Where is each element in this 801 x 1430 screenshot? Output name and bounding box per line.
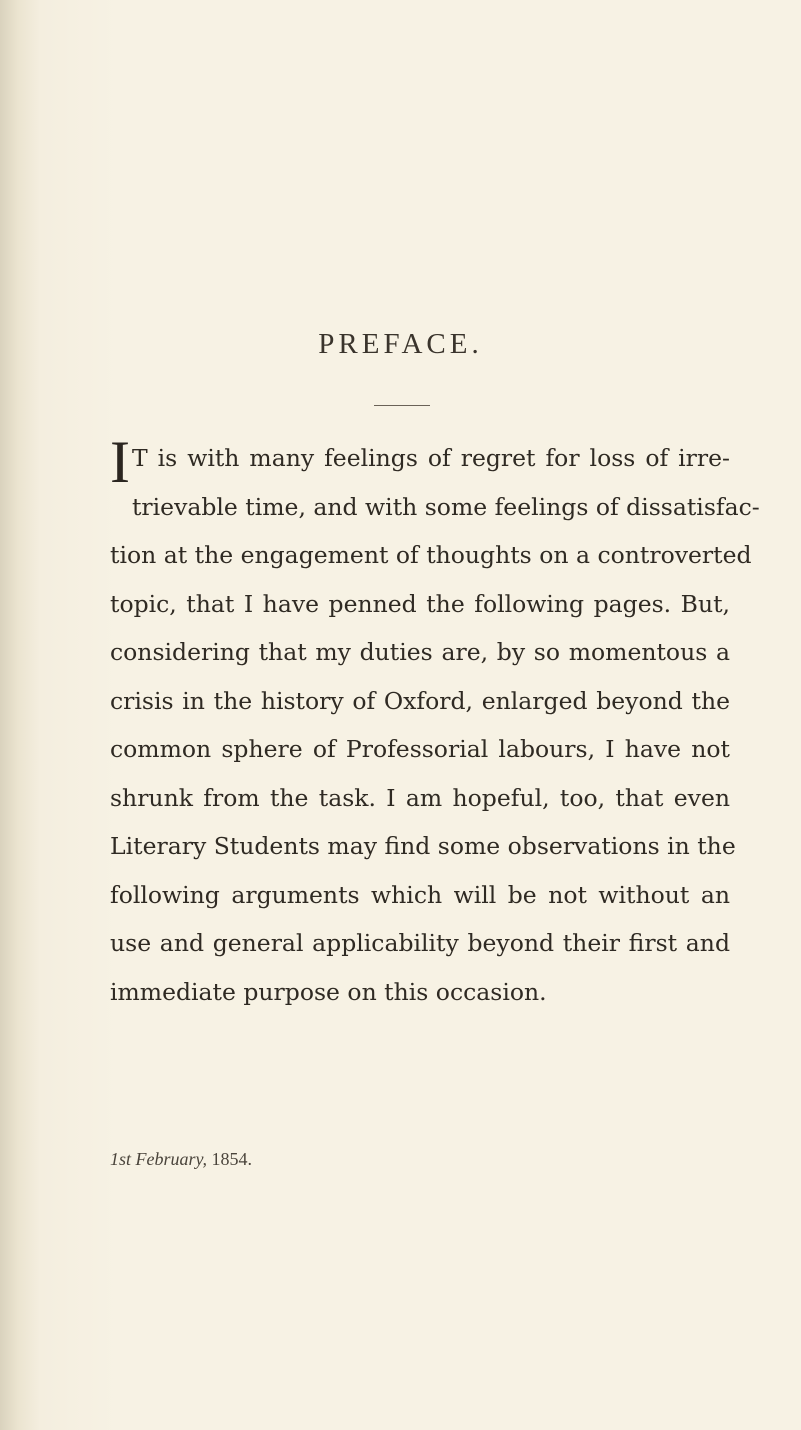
paragraph-line: Literary Students may find some observations in the [110,832,736,860]
paragraph-line: following arguments which will be not without an [110,880,730,909]
paragraph-line: topic, that I have penned the following pages. But, [110,589,730,618]
paragraph-line: crisis in the history of Oxford, enlarged beyond the [110,686,730,715]
paragraph-line: trievable time, and with some feelings of dissatisfac- [131,492,760,521]
paragraph-line: T is with many feelings of regret for loss of irre- [131,444,730,472]
paragraph-line: tion at the engagement of thoughts on a controverted [110,541,752,569]
page-title: PREFACE. [318,328,483,360]
paragraph-line: common sphere of Professorial labours, I have not [110,735,730,763]
paragraph-line: immediate purpose on this occasion. [110,977,547,1006]
drop-cap: I [110,429,130,495]
preface-paragraph [110,429,760,1016]
signoff-day: 1st [110,1149,132,1169]
paragraph-line: use and general applicability beyond their first and [110,929,730,957]
title-rule [374,405,430,406]
date-signoff [110,1149,252,1170]
paragraph-line: shrunk from the task. I am hopeful, too, that even [110,783,730,812]
signoff-month: February, [135,1149,208,1169]
signoff-year: 1854. [211,1149,253,1169]
paragraph-line: considering that my duties are, by so momentous a [110,638,730,666]
